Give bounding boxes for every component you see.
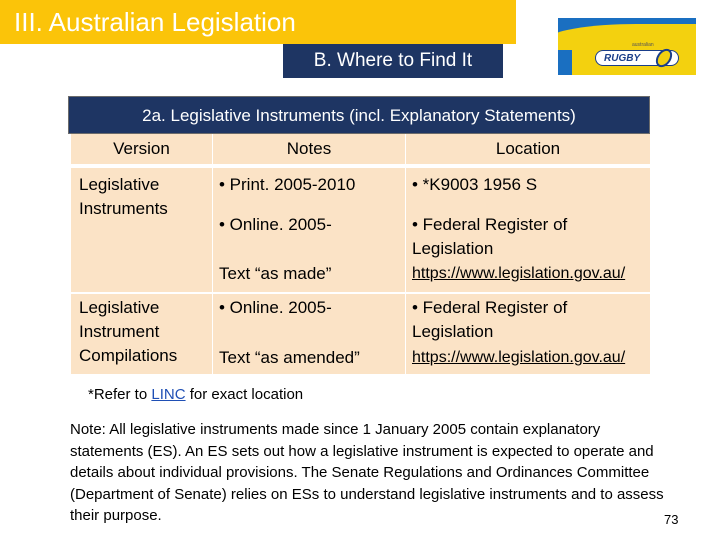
table-row-2-version [71, 294, 212, 374]
column-header-version: Version [71, 134, 212, 164]
table-row-1-location [406, 168, 650, 292]
note-item: • Online. 2005- [219, 215, 332, 234]
logo-text: RUGBY [595, 50, 679, 66]
footnote-prefix: *Refer to [88, 386, 152, 403]
version-label: Legislative Instruments [79, 175, 168, 218]
table-row-1-version [71, 168, 212, 292]
table-row-2-notes [213, 294, 405, 374]
table-caption: 2a. Legislative Instruments (incl. Explanatory Statements) [68, 96, 650, 134]
version-label: Legislative Instrument Compilations [79, 298, 178, 365]
column-header-location: Location [406, 134, 650, 164]
location-item: • Federal Register of Legislation [412, 298, 568, 341]
footnote [88, 385, 303, 405]
table-row-1-notes [213, 168, 405, 292]
location-item: • *K9003 1956 S [412, 175, 538, 194]
page-number: 73 [664, 512, 679, 527]
linc-link[interactable]: LINC [151, 386, 186, 403]
legislation-table [68, 96, 650, 378]
note-text: Text “as made” [219, 264, 332, 283]
footnote-suffix: for exact location [185, 386, 304, 403]
note-item: • Online. 2005- [219, 298, 332, 317]
register-link[interactable]: https://www.legislation.gov.au/ [412, 349, 626, 366]
explanatory-note: Note: All legislative instruments made since 1 January 2005 contain explanatory statements (ES). An ES sets out how a legislative instrument is expected to operate and details about individual provisions. The Senate Regulations and Ordinances Committee (Department of Senate) relies on ESs to understand legislative instruments and to assess their purpose. [70, 421, 664, 524]
location-item: • Federal Register of Legislation [412, 215, 568, 258]
note-item: • Print. 2005-2010 [219, 175, 356, 194]
slide-title: III. Australian Legislation [0, 0, 516, 44]
table-row-2-location [406, 294, 650, 374]
register-link[interactable]: https://www.legislation.gov.au/ [412, 265, 626, 282]
column-header-notes: Notes [213, 134, 405, 164]
slide-subtitle: B. Where to Find It [283, 44, 503, 78]
rugby-logo: australian RUGBY [558, 18, 696, 75]
note-text: Text “as amended” [219, 348, 360, 367]
